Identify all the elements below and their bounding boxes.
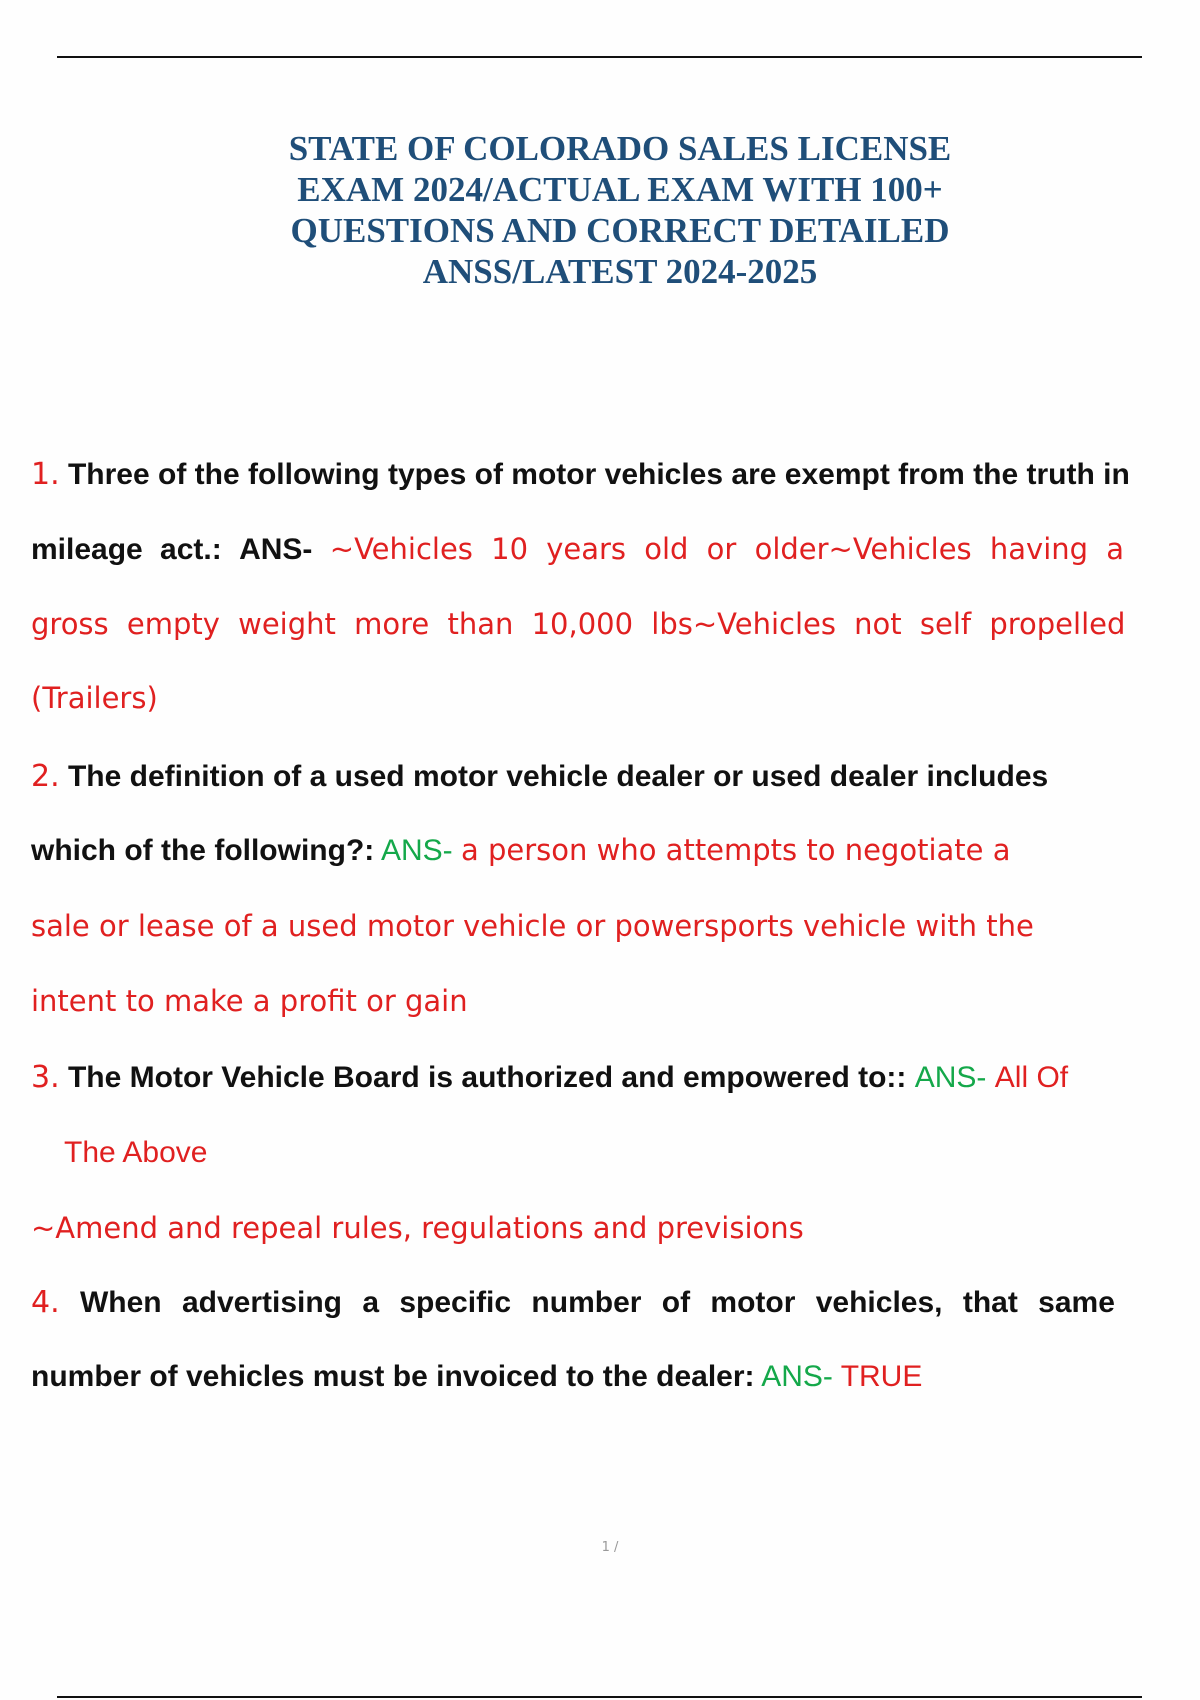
question-number: 2. — [31, 759, 60, 794]
answer-text: a person who attempts to negotiate a — [461, 833, 1011, 867]
answer-text: All Of — [994, 1061, 1069, 1094]
ans-label: ANS- — [239, 533, 313, 566]
title-line: ANSS/LATEST 2024-2025 — [422, 252, 818, 291]
question-number: 1. — [31, 457, 60, 492]
question-2-line-2 — [31, 830, 1011, 871]
question-2-line-4 — [31, 981, 468, 1022]
ans-label: ANS- — [761, 1360, 833, 1393]
question-text: The definition of a used motor vehicle dealer or used dealer includes — [67, 760, 1049, 793]
answer-text: The Above — [64, 1136, 208, 1169]
question-text: which of the following?: — [31, 834, 375, 867]
question-number: 3. — [31, 1060, 60, 1095]
question-2-line-1 — [31, 757, 1048, 797]
question-4-line-1 — [31, 1283, 1115, 1323]
ans-label: ANS- — [380, 834, 453, 867]
question-3-line-2 — [64, 1133, 207, 1173]
question-1-line-3 — [31, 604, 1125, 645]
question-text: mileage act.: — [31, 533, 222, 566]
answer-text: gross empty weight more than 10,000 lbs~Vehicles not self propelled — [31, 607, 1126, 641]
question-1-line-2 — [31, 529, 1124, 570]
question-4-line-2 — [31, 1357, 922, 1397]
question-3-line-3 — [31, 1208, 804, 1249]
question-1-line-4 — [31, 678, 158, 719]
answer-text: (Trailers) — [31, 681, 158, 715]
question-text: The Motor Vehicle Board is authorized and empowered to:: — [67, 1061, 907, 1094]
bottom-rule — [57, 1696, 1142, 1698]
question-text: Three of the following types of motor vehicles are exempt from the truth in — [67, 458, 1130, 491]
document-title — [230, 128, 1010, 292]
title-line: EXAM 2024/ACTUAL EXAM WITH 100+ — [297, 170, 943, 209]
ans-label: ANS- — [914, 1061, 987, 1094]
question-text: number of vehicles must be invoiced to the dealer: — [31, 1360, 755, 1393]
answer-text: intent to make a profit or gain — [31, 984, 468, 1018]
title-line: QUESTIONS AND CORRECT DETAILED — [290, 211, 950, 250]
page-number: 1 / — [601, 1540, 619, 1555]
answer-text: sale or lease of a used motor vehicle or powersports vehicle with the — [31, 909, 1034, 943]
answer-text: ~Amend and repeal rules, regulations and previsions — [31, 1211, 804, 1245]
question-3-line-1 — [31, 1058, 1068, 1098]
question-2-line-3 — [31, 906, 1034, 947]
answer-text: TRUE — [840, 1360, 923, 1393]
question-1-line-1 — [31, 455, 1130, 495]
title-line: STATE OF COLORADO SALES LICENSE — [288, 129, 952, 168]
question-number: 4. — [31, 1285, 60, 1320]
top-rule — [57, 56, 1142, 58]
question-text: When advertising a specific number of motor vehicles, that same — [79, 1286, 1115, 1319]
answer-text: ~Vehicles 10 years old or older~Vehicles having a — [329, 532, 1125, 566]
